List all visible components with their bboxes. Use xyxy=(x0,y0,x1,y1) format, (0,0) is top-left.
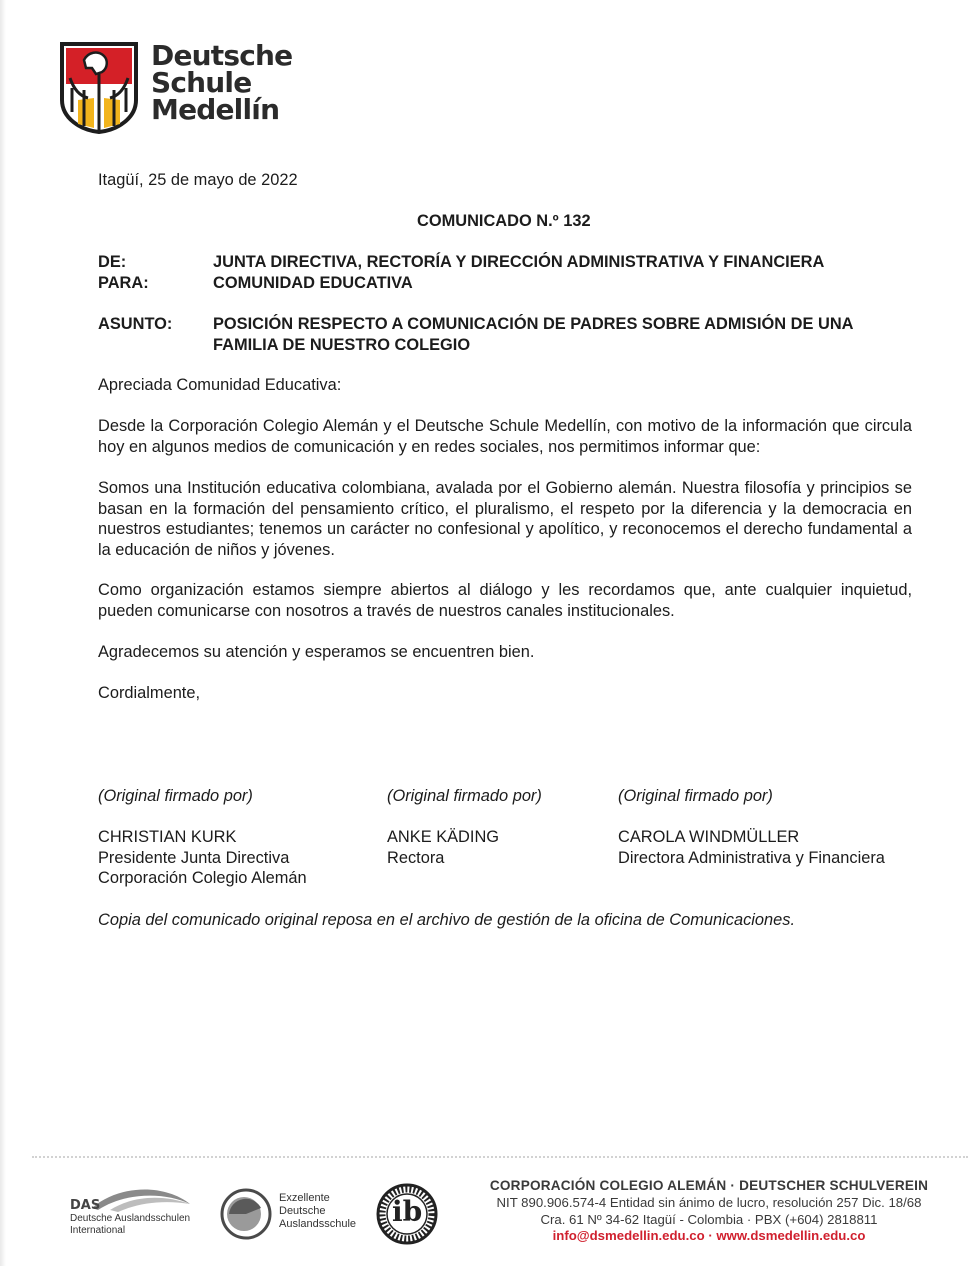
eagle-shield-icon xyxy=(58,38,140,134)
paragraph: Somos una Institución educativa colombiana, avalada por el Gobierno alemán. Nuestra filosofía y principios se basan en la formación del pensamiento crítico, el pluralismo, el respeto por la diferencia y la democracia en nuestros estudiantes; tenemos un carácter no confesional y apolítico, y reconocemos el derecho fundamental a la educación de niños y jóvenes. xyxy=(98,479,912,559)
signature-name: ANKE KÄDING xyxy=(387,828,500,846)
footer-org-name: CORPORACIÓN COLEGIO ALEMÁN · DEUTSCHER SCHULVEREIN xyxy=(489,1178,929,1193)
das-logo xyxy=(70,1186,200,1242)
ib-mark: ib xyxy=(392,1195,423,1228)
letter-date: Itagüí, 25 de mayo de 2022 xyxy=(98,171,298,189)
signature-org: Corporación Colegio Alemán xyxy=(98,869,307,887)
exzellente-emblem-icon xyxy=(220,1188,272,1240)
subject-value: POSICIÓN RESPECTO A COMUNICACIÓN DE PADRES SOBRE ADMISIÓN DE UNA FAMILIA DE NUESTRO COLEGIO xyxy=(213,315,853,354)
signature-role: Rectora xyxy=(387,849,445,867)
to-label: PARA: xyxy=(98,274,149,292)
das-subtitle: Deutsche Auslandsschulen International xyxy=(70,1213,191,1236)
footer-address: Cra. 61 Nº 34-62 Itagüí - Colombia · PBX (+604) 2818811 xyxy=(540,1211,878,1227)
signature-role: Directora Administrativa y Financiera xyxy=(618,849,885,867)
page-edge-shadow xyxy=(0,0,6,1266)
from-value: JUNTA DIRECTIVA, RECTORÍA Y DIRECCIÓN ADMINISTRATIVA Y FINANCIERA xyxy=(213,253,825,271)
footer-info xyxy=(470,1178,948,1245)
exzellente-line: Deutsche xyxy=(279,1205,326,1217)
exzellente-text xyxy=(279,1192,356,1231)
exzellente-logo xyxy=(220,1188,360,1240)
footer-divider xyxy=(32,1156,968,1158)
logo-line: Schule xyxy=(151,66,252,99)
footer-contact-links[interactable]: info@dsmedellin.edu.co · www.dsmedellin.edu.co xyxy=(552,1228,866,1244)
signature-role: Presidente Junta Directiva xyxy=(98,849,290,867)
signature-note: (Original firmado por) xyxy=(387,787,542,805)
signature-note: (Original firmado por) xyxy=(618,787,773,805)
signature-name: CHRISTIAN KURK xyxy=(98,828,237,846)
letter-title: COMUNICADO N.º 132 xyxy=(417,212,591,230)
school-logo xyxy=(58,38,308,134)
signature-note: (Original firmado por) xyxy=(98,787,253,805)
das-title: DAS xyxy=(70,1198,101,1213)
paragraph: Agradecemos su atención y esperamos se encuentren bien. xyxy=(98,643,535,661)
exzellente-line: Exzellente xyxy=(279,1192,330,1204)
to-value: COMUNIDAD EDUCATIVA xyxy=(213,274,413,292)
logo-line: Medellín xyxy=(151,93,280,126)
paragraph: Desde la Corporación Colegio Alemán y el Deutsche Schule Medellín, con motivo de la información que circula hoy en algunos medios de comunicación y en redes sociales, nos permitimos informar que: xyxy=(98,417,912,456)
logo-wordmark xyxy=(151,39,293,126)
logo-line: Deutsche xyxy=(151,39,293,72)
exzellente-line: Auslandsschule xyxy=(279,1218,357,1230)
ib-world-school-logo xyxy=(376,1183,438,1250)
footer-nit: NIT 890.906.574-4 Entidad sin ánimo de lucro, resolución 257 Dic. 18/68 xyxy=(496,1194,922,1210)
greeting: Apreciada Comunidad Educativa: xyxy=(98,376,342,394)
copy-note: Copia del comunicado original reposa en el archivo de gestión de la oficina de Comunicaciones. xyxy=(98,911,796,929)
closing: Cordialmente, xyxy=(98,684,201,702)
paragraph: Como organización estamos siempre abiertos al diálogo y les recordamos que, ante cualquier inquietud, pueden comunicarse con nosotros a través de nuestros canales institucionales. xyxy=(98,581,912,620)
signature-name: CAROLA WINDMÜLLER xyxy=(618,828,800,846)
from-label: DE: xyxy=(98,253,127,271)
subject-label: ASUNTO: xyxy=(98,315,173,333)
